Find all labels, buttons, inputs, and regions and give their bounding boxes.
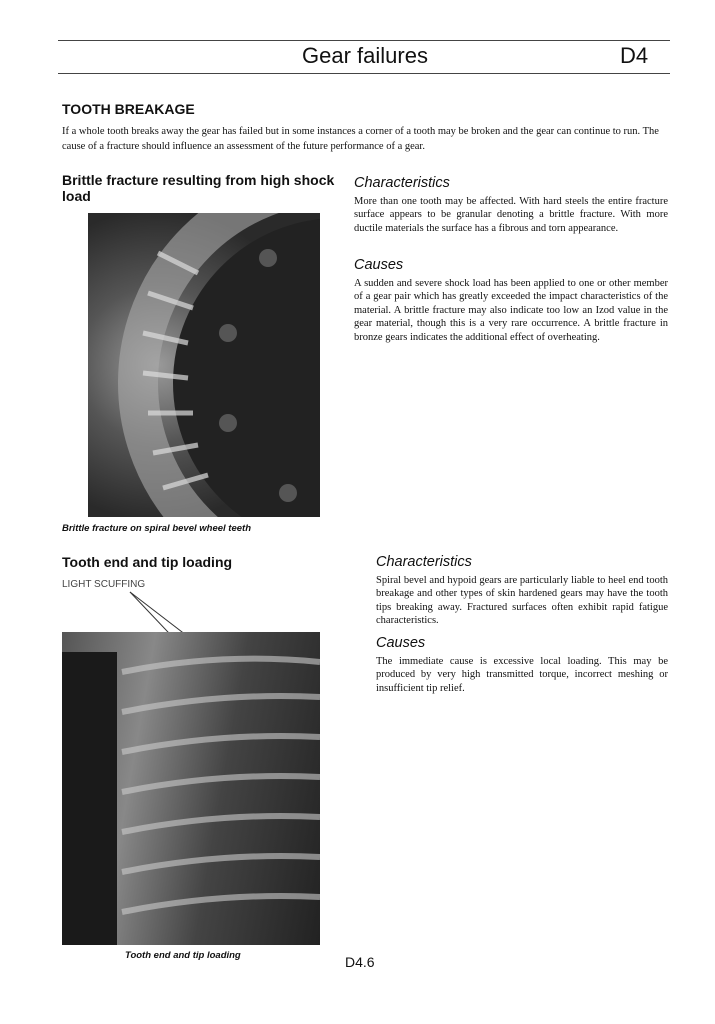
tip-loading-heading: Tooth end and tip loading xyxy=(62,554,233,570)
section-code: D4 xyxy=(620,43,649,68)
brittle-causes-text: A sudden and severe shock load has been applied to one or other member of a gear pair which has greatly exceeded the impact characteristics of the material. A brittle fracture may also indicate too low an Izod value in the gear material, though this is a very rare occurrence. A brittle fracture in bronze gears indicates the additional effect of overheating. xyxy=(354,278,668,343)
tip-loading-caption: Tooth end and tip loading xyxy=(125,950,241,961)
brittle-characteristics-text: More than one tooth may be affected. With hard steels the entire fracture surface appears to be granular denoting a brittle fracture. With more ductile materials the surface has a fibrous and torn appearance. xyxy=(354,196,668,234)
helical-gear-illustration xyxy=(62,632,320,945)
header-rule-top xyxy=(58,40,670,41)
brittle-causes-heading: Causes xyxy=(354,257,404,273)
brittle-fracture-photo xyxy=(88,213,320,517)
tip-causes-text: The immediate cause is excessive local loading. This may be produced by very high transmitted torque, incorrect meshing or insufficient tip relief. xyxy=(376,656,668,694)
intro-paragraph: If a whole tooth breaks away the gear has failed but in some instances a corner of a tooth may be broken and the gear can continue to run. The cause of a fracture should influence an assessment of the future performance of a gear. xyxy=(62,126,659,152)
section-heading: TOOTH BREAKAGE xyxy=(62,101,195,117)
tip-causes-heading: Causes xyxy=(376,635,426,651)
tip-loading-photo xyxy=(62,632,320,945)
tip-characteristics-heading: Characteristics xyxy=(376,554,472,570)
page-title: Gear failures xyxy=(302,43,428,68)
page-number: D4.6 xyxy=(345,954,375,970)
scuffing-annotation: LIGHT SCUFFING xyxy=(62,579,146,590)
bevel-gear-illustration xyxy=(88,213,320,517)
brittle-caption: Brittle fracture on spiral bevel wheel teeth xyxy=(62,523,251,534)
brittle-heading: Brittle fracture resulting from high shock load xyxy=(62,172,335,204)
tip-characteristics-text: Spiral bevel and hypoid gears are particularly liable to heel end tooth breakage and other types of skin hardened gears may have the tooth tips breaking away. Fractured surfaces often exhibit rapid fatigue characteristics. xyxy=(376,575,668,627)
brittle-characteristics-heading: Characteristics xyxy=(354,175,450,191)
header-rule-bottom xyxy=(58,73,670,74)
